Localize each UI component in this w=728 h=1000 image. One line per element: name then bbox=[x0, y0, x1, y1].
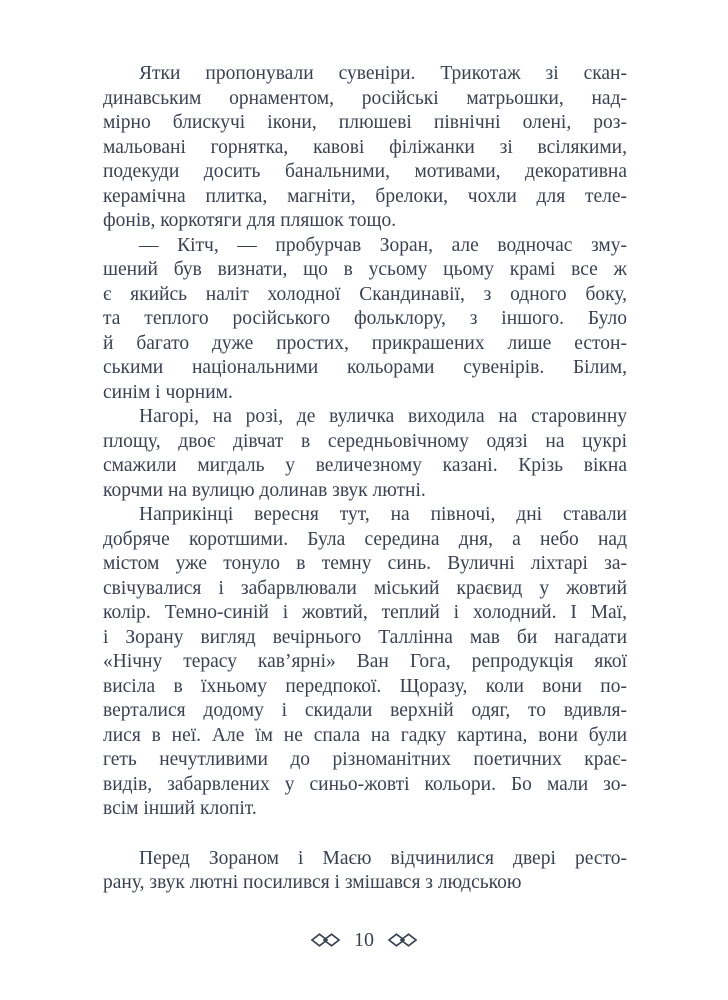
text-line: та теплого російського фольклору, з іншого. Було bbox=[103, 308, 627, 329]
text-block bbox=[103, 62, 627, 896]
text-line: і Зорану вигляд вечірнього Таллінна мав би нагадати bbox=[103, 626, 627, 648]
diamond-ornament-icon bbox=[387, 932, 418, 948]
text-line: всім інший клопіт. bbox=[103, 798, 257, 819]
paragraph bbox=[103, 62, 627, 234]
text-line: Ятки пропонували сувеніри. Трикотаж зі скан- bbox=[139, 63, 627, 84]
text-line: мальовані горнятка, кавові філіжанки зі всілякими, bbox=[103, 136, 627, 158]
text-line: Нагорі, на розі, де вуличка виходила на старовинну bbox=[139, 406, 627, 427]
text-line: геть нечутливими до різноманітних поетичних крає- bbox=[103, 749, 627, 770]
page-number: 10 bbox=[354, 929, 374, 951]
text-line: площу, двоє дівчат в середньовічному одязі на цукрі bbox=[103, 430, 627, 452]
text-line: корчми на вулицю долинав звук лютні. bbox=[103, 479, 426, 501]
paragraph bbox=[103, 503, 627, 822]
text-line: верталися додому і скидали верхній одяг, то вдивля- bbox=[103, 700, 627, 721]
text-line: подекуди досить банальними, мотивами, декоративна bbox=[103, 161, 627, 182]
text-line: свічувалися і забарвлювали міський краєвид у жовтий bbox=[103, 577, 627, 599]
text-line: рану, звук лютні посилився і змішався з людською bbox=[103, 872, 522, 893]
text-line: лися в неї. Але їм не спала на гадку картина, вони були bbox=[103, 724, 627, 746]
diamond-ornament-icon bbox=[310, 932, 341, 948]
text-line: динавським орнаментом, російські матрьошки, над- bbox=[103, 87, 627, 109]
page-footer bbox=[0, 928, 728, 952]
text-line: Перед Зораном і Маєю відчинилися двері ресто- bbox=[139, 847, 627, 869]
text-line: керамічна плитка, магніти, брелоки, чохли для теле- bbox=[103, 185, 627, 207]
paragraph bbox=[103, 234, 627, 406]
text-line: синім і чорним. bbox=[103, 381, 233, 403]
paragraph bbox=[103, 405, 627, 503]
text-line: Наприкінці вересня тут, на півночі, дні ставали bbox=[139, 504, 627, 525]
text-line: — Кітч, — пробурчав Зоран, але водночас зму- bbox=[139, 234, 627, 256]
text-line: колір. Темно-синій і жовтий, теплий і холодний. І Маї, bbox=[103, 602, 627, 623]
text-line: й багато дуже простих, прикрашених лише естон- bbox=[103, 332, 627, 354]
text-line: мірно блискучі ікони, плюшеві північні олені, роз- bbox=[103, 112, 627, 133]
text-line: висіла в їхньому передпокої. Щоразу, коли вони по- bbox=[103, 675, 627, 697]
text-line: ськими національними кольорами сувенірів. Білим, bbox=[103, 357, 627, 378]
text-line: видів, забарвлених у синьо-жовті кольори. Бо мали зо- bbox=[103, 773, 627, 795]
text-line: шений був визнати, що в усьому цьому крамі все ж bbox=[103, 259, 627, 280]
text-line: добряче коротшими. Була середина дня, а небо над bbox=[103, 528, 627, 550]
text-line: містом уже тонуло в темну синь. Вуличні ліхтарі за- bbox=[103, 553, 627, 574]
text-line: фонів, коркотяги для пляшок тощо. bbox=[103, 210, 397, 231]
text-line: «Нічну терасу кав’ярні» Ван Гога, репродукція якої bbox=[103, 651, 627, 672]
text-line: смажили мигдаль у величезному казані. Крізь вікна bbox=[103, 455, 627, 476]
paragraph bbox=[103, 847, 627, 896]
text-line: є якийсь наліт холодної Скандинавії, з одного боку, bbox=[103, 283, 627, 305]
